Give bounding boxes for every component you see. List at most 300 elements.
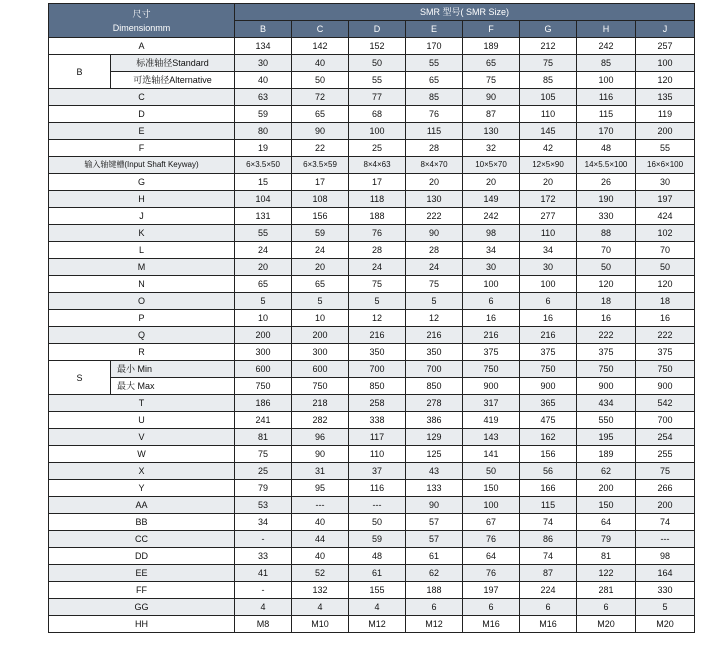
value-cell: 166 [520,480,577,497]
value-cell: 200 [235,327,292,344]
row-label: H [49,191,235,208]
value-cell: 26 [577,174,636,191]
value-cell: 15 [235,174,292,191]
row-label: 最小 Min [111,361,235,378]
row-label: A [49,38,235,55]
value-cell: 156 [292,208,349,225]
value-cell: 257 [636,38,695,55]
value-cell: 20 [463,174,520,191]
value-cell: 750 [463,361,520,378]
value-cell: 16 [463,310,520,327]
value-cell: 131 [235,208,292,225]
value-cell: 100 [349,123,406,140]
value-cell: 75 [636,463,695,480]
value-cell: 90 [406,497,463,514]
value-cell: M8 [235,616,292,633]
value-cell: 90 [406,225,463,242]
value-cell: 52 [292,565,349,582]
value-cell: 32 [463,140,520,157]
row-label: Y [49,480,235,497]
row-label: T [49,395,235,412]
row-label: G [49,174,235,191]
value-cell: 70 [577,242,636,259]
value-cell: 6 [463,293,520,310]
value-cell: 14×5.5×100 [577,157,636,174]
value-cell: 281 [577,582,636,599]
value-cell: 330 [636,582,695,599]
row-label: FF [49,582,235,599]
value-cell: 222 [577,327,636,344]
row-label: Q [49,327,235,344]
value-cell: 200 [292,327,349,344]
value-cell: 30 [235,55,292,72]
table-row [49,89,695,106]
value-cell: 224 [520,582,577,599]
value-cell: 12 [406,310,463,327]
value-cell: 188 [406,582,463,599]
value-cell: 18 [577,293,636,310]
table-row [49,344,695,361]
value-cell: 87 [463,106,520,123]
value-cell: 170 [577,123,636,140]
table-row [49,463,695,480]
table-row [49,378,695,395]
value-cell: 222 [636,327,695,344]
value-cell: 16×6×100 [636,157,695,174]
size-header-c: C [292,21,349,38]
value-cell: 87 [520,565,577,582]
value-cell: 95 [292,480,349,497]
value-cell: M16 [463,616,520,633]
value-cell: M20 [577,616,636,633]
value-cell: 197 [636,191,695,208]
value-cell: 85 [520,72,577,89]
value-cell: 145 [520,123,577,140]
value-cell: 75 [235,446,292,463]
value-cell: 17 [292,174,349,191]
value-cell: 108 [292,191,349,208]
value-cell: 65 [463,55,520,72]
value-cell: 24 [292,242,349,259]
value-cell: 300 [292,344,349,361]
value-cell: 900 [520,378,577,395]
value-cell: 17 [349,174,406,191]
value-cell: 76 [463,531,520,548]
value-cell: 350 [349,344,406,361]
value-cell: 116 [349,480,406,497]
value-cell: 189 [463,38,520,55]
value-cell: 37 [349,463,406,480]
table-row [49,293,695,310]
value-cell: 65 [292,106,349,123]
value-cell: 162 [520,429,577,446]
value-cell: 10 [292,310,349,327]
value-cell: 12×5×90 [520,157,577,174]
value-cell: 90 [292,446,349,463]
row-label: AA [49,497,235,514]
row-label: X [49,463,235,480]
value-cell: 100 [463,276,520,293]
value-cell: 186 [235,395,292,412]
value-cell: 59 [235,106,292,123]
value-cell: 63 [235,89,292,106]
value-cell: 900 [463,378,520,395]
value-cell: - [235,531,292,548]
value-cell: 55 [636,140,695,157]
group-label-b: B [49,55,111,89]
value-cell: 132 [292,582,349,599]
value-cell: 266 [636,480,695,497]
table-row [49,412,695,429]
value-cell: 30 [463,259,520,276]
dimension-header [49,4,235,38]
table-row [49,480,695,497]
value-cell: 61 [349,565,406,582]
value-cell: 116 [577,89,636,106]
value-cell: 164 [636,565,695,582]
value-cell: 10×5×70 [463,157,520,174]
value-cell: 900 [636,378,695,395]
value-cell: 34 [520,242,577,259]
value-cell: 81 [577,548,636,565]
value-cell: 338 [349,412,406,429]
value-cell: 28 [406,242,463,259]
value-cell: 25 [235,463,292,480]
value-cell: 120 [636,276,695,293]
value-cell: 50 [463,463,520,480]
value-cell: 85 [406,89,463,106]
value-cell: 152 [349,38,406,55]
value-cell: M12 [349,616,406,633]
table-row [49,514,695,531]
row-label: W [49,446,235,463]
value-cell: 750 [636,361,695,378]
value-cell: 375 [636,344,695,361]
table-row [49,225,695,242]
value-cell: 74 [520,514,577,531]
value-cell: 241 [235,412,292,429]
row-label: 标准轴径Standard [111,55,235,72]
value-cell: 100 [520,276,577,293]
value-cell: 67 [463,514,520,531]
value-cell: 61 [406,548,463,565]
value-cell: 600 [292,361,349,378]
value-cell: --- [292,497,349,514]
value-cell: 200 [636,123,695,140]
row-label: L [49,242,235,259]
value-cell: 6 [577,599,636,616]
value-cell: 130 [463,123,520,140]
value-cell: 30 [636,174,695,191]
row-label: K [49,225,235,242]
value-cell: 98 [636,548,695,565]
value-cell: 110 [349,446,406,463]
value-cell: 20 [520,174,577,191]
row-label: O [49,293,235,310]
value-cell: 100 [463,497,520,514]
row-label: V [49,429,235,446]
value-cell: 50 [577,259,636,276]
value-cell: 317 [463,395,520,412]
value-cell: 118 [349,191,406,208]
value-cell: 72 [292,89,349,106]
value-cell: 188 [349,208,406,225]
value-cell: 18 [636,293,695,310]
value-cell: 170 [406,38,463,55]
value-cell: 750 [292,378,349,395]
value-cell: 120 [636,72,695,89]
value-cell: 700 [349,361,406,378]
value-cell: 59 [349,531,406,548]
value-cell: 600 [235,361,292,378]
value-cell: 62 [577,463,636,480]
value-cell: 75 [520,55,577,72]
value-cell: M10 [292,616,349,633]
value-cell: 55 [406,55,463,72]
row-label: M [49,259,235,276]
table-row [49,531,695,548]
value-cell: 65 [235,276,292,293]
value-cell: 5 [235,293,292,310]
value-cell: 79 [235,480,292,497]
table-row [49,72,695,89]
value-cell: --- [349,497,406,514]
value-cell: 90 [292,123,349,140]
value-cell: 76 [349,225,406,242]
value-cell: 117 [349,429,406,446]
value-cell: 150 [463,480,520,497]
value-cell: M20 [636,616,695,633]
value-cell: 41 [235,565,292,582]
table-row [49,55,695,72]
value-cell: 96 [292,429,349,446]
row-label: CC [49,531,235,548]
value-cell: 50 [349,55,406,72]
value-cell: 70 [636,242,695,259]
value-cell: 6 [463,599,520,616]
table-row [49,429,695,446]
table-row [49,123,695,140]
value-cell: 22 [292,140,349,157]
row-label: DD [49,548,235,565]
value-cell: 149 [463,191,520,208]
value-cell: 135 [636,89,695,106]
value-cell: 120 [577,276,636,293]
row-label: 最大 Max [111,378,235,395]
value-cell: 102 [636,225,695,242]
value-cell: 5 [349,293,406,310]
size-header-h: H [577,21,636,38]
value-cell: 700 [636,412,695,429]
value-cell: 48 [577,140,636,157]
value-cell: 31 [292,463,349,480]
value-cell: 115 [577,106,636,123]
value-cell: 40 [235,72,292,89]
value-cell: 55 [235,225,292,242]
value-cell: 5 [636,599,695,616]
value-cell: 212 [520,38,577,55]
value-cell: 20 [406,174,463,191]
value-cell: 64 [577,514,636,531]
value-cell: 44 [292,531,349,548]
value-cell: 81 [235,429,292,446]
value-cell: 216 [520,327,577,344]
value-cell: 900 [577,378,636,395]
value-cell: 4 [292,599,349,616]
table-row [49,259,695,276]
table-row [49,548,695,565]
value-cell: 277 [520,208,577,225]
value-cell: 80 [235,123,292,140]
value-cell: 700 [406,361,463,378]
value-cell: 255 [636,446,695,463]
value-cell: 34 [463,242,520,259]
value-cell: 43 [406,463,463,480]
value-cell: 105 [520,89,577,106]
dimension-header-en: Dimensionmm [112,22,171,33]
value-cell: 133 [406,480,463,497]
table-row [49,310,695,327]
value-cell: 850 [406,378,463,395]
value-cell: 64 [463,548,520,565]
value-cell: 57 [406,514,463,531]
value-cell: 10 [235,310,292,327]
value-cell: 300 [235,344,292,361]
value-cell: 74 [520,548,577,565]
value-cell: 12 [349,310,406,327]
size-header-g: G [520,21,577,38]
value-cell: 216 [406,327,463,344]
table-row [49,174,695,191]
value-cell: 34 [235,514,292,531]
value-cell: 104 [235,191,292,208]
table-row [49,582,695,599]
table-row [49,38,695,55]
value-cell: 242 [577,38,636,55]
row-label: E [49,123,235,140]
value-cell: 98 [463,225,520,242]
value-cell: 155 [349,582,406,599]
value-cell: 282 [292,412,349,429]
value-cell: 122 [577,565,636,582]
value-cell: 115 [520,497,577,514]
value-cell: 30 [520,259,577,276]
row-label: F [49,140,235,157]
value-cell: 190 [577,191,636,208]
table-row [49,242,695,259]
value-cell: 76 [463,565,520,582]
value-cell: 24 [349,259,406,276]
value-cell: 50 [292,72,349,89]
size-header-e: E [406,21,463,38]
value-cell: 68 [349,106,406,123]
value-cell: 76 [406,106,463,123]
value-cell: 365 [520,395,577,412]
value-cell: - [235,582,292,599]
value-cell: 6 [406,599,463,616]
row-label: C [49,89,235,106]
value-cell: 119 [636,106,695,123]
value-cell: 218 [292,395,349,412]
value-cell: 86 [520,531,577,548]
value-cell: 6×3.5×59 [292,157,349,174]
row-label: BB [49,514,235,531]
value-cell: 129 [406,429,463,446]
value-cell: 100 [577,72,636,89]
row-label: U [49,412,235,429]
value-cell: 222 [406,208,463,225]
value-cell: 375 [463,344,520,361]
value-cell: 79 [577,531,636,548]
value-cell: 189 [577,446,636,463]
value-cell: 6×3.5×50 [235,157,292,174]
dimension-header-cn: 尺寸 [132,8,151,19]
table-row [49,140,695,157]
value-cell: 475 [520,412,577,429]
value-cell: 59 [292,225,349,242]
table-row [49,327,695,344]
table-row [49,497,695,514]
value-cell: 542 [636,395,695,412]
value-cell: 24 [406,259,463,276]
value-cell: 143 [463,429,520,446]
value-cell: 424 [636,208,695,225]
value-cell: 5 [292,293,349,310]
row-label: R [49,344,235,361]
group-label-s: S [49,361,111,395]
table-row [49,361,695,378]
value-cell: M12 [406,616,463,633]
size-header-j: J [636,21,695,38]
value-cell: 57 [406,531,463,548]
size-header-f: F [463,21,520,38]
value-cell: 75 [463,72,520,89]
table-row [49,565,695,582]
value-cell: 330 [577,208,636,225]
value-cell: 350 [406,344,463,361]
table-row [49,446,695,463]
value-cell: 134 [235,38,292,55]
value-cell: 50 [349,514,406,531]
value-cell: 42 [520,140,577,157]
value-cell: 375 [520,344,577,361]
table-row [49,395,695,412]
value-cell: 25 [349,140,406,157]
row-label: P [49,310,235,327]
table-row [49,106,695,123]
value-cell: 55 [349,72,406,89]
value-cell: 50 [636,259,695,276]
value-cell: 550 [577,412,636,429]
value-cell: 40 [292,548,349,565]
table-row [49,157,695,174]
value-cell: 750 [235,378,292,395]
table-row [49,191,695,208]
value-cell: 750 [577,361,636,378]
size-header-d: D [349,21,406,38]
value-cell: 90 [463,89,520,106]
value-cell: 150 [577,497,636,514]
value-cell: 100 [636,55,695,72]
value-cell: 434 [577,395,636,412]
value-cell: 216 [349,327,406,344]
value-cell: 5 [406,293,463,310]
row-label: J [49,208,235,225]
value-cell: 88 [577,225,636,242]
value-cell: 19 [235,140,292,157]
table-row [49,616,695,633]
value-cell: 141 [463,446,520,463]
